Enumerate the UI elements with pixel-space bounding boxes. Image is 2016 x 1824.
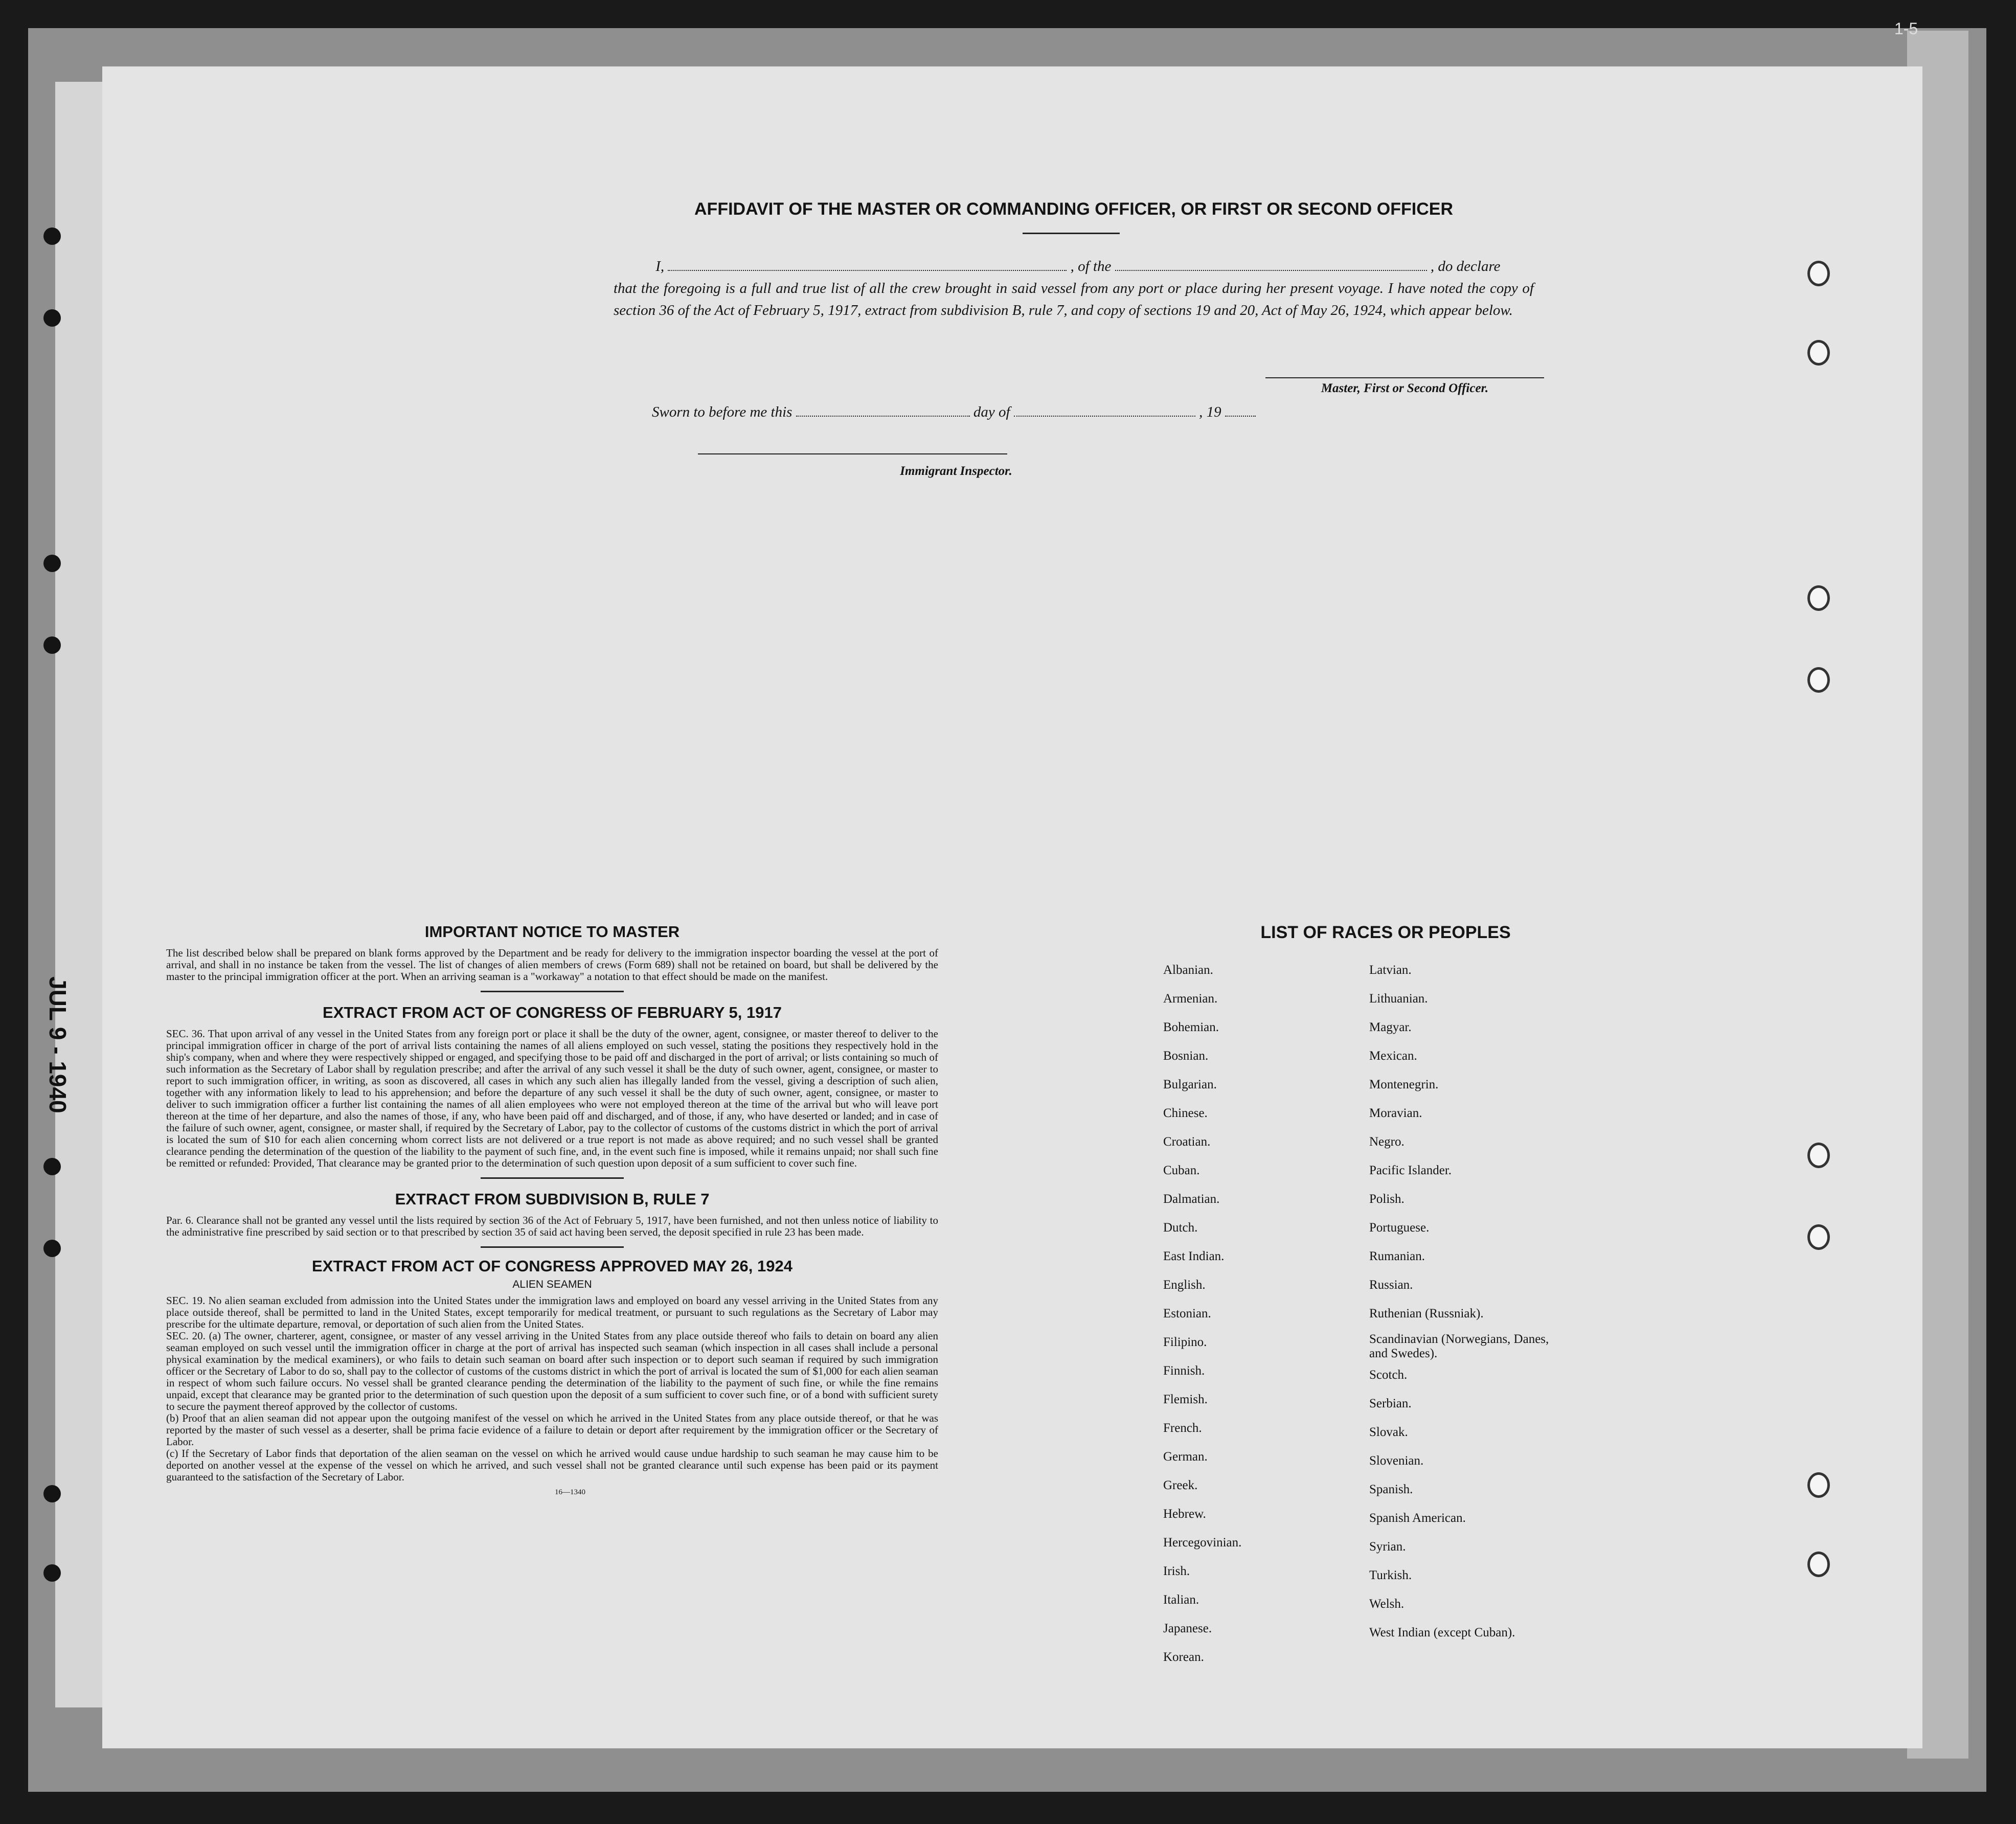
race-item: Bosnian. (1163, 1049, 1209, 1063)
race-item: Korean. (1163, 1650, 1204, 1664)
race-item: East Indian. (1163, 1249, 1225, 1263)
race-item: Spanish American. (1369, 1511, 1466, 1525)
race-item: Pacific Islander. (1369, 1164, 1452, 1177)
day-of-label: day of (973, 404, 1010, 420)
race-item: French. (1163, 1421, 1202, 1435)
extract-1917-body: SEC. 36. That upon arrival of any vessel in the United States from any foreign port or place it shall be the duty of the owner, agent, consignee, or master thereof to deliver to the principal immigration officer in charge of the port of arrival lists containing the names of all aliens employed on such vessel, stating the positions they respectively hold in the ship's company, when and where they were respectively shipped or engaged, and specifying those to be paid off and discharged in the port of arrival; or lists containing so much of such information as the Secretary of Labor shall by regulation prescribe; and after the arrival of any such vessel it shall be the duty of such owner, agent, consignee, or master to report to such immigration officer, in writing, as soon as discovered, all cases in which any such alien has illegally landed from the vessel, giving a description of such alien, together with any information likely to lead to his apprehension; and before the departure of any such vessel it shall be the duty of such owner, agent, consignee, or master to deliver to such immigration officer a further list containing the names of all alien employees who were not employed thereon at the time of the arrival but who will leave port thereon at the time of her departure, and also the names of those, if any, who have been paid off and discharged, and of those, if any, who have deserted or landed; and in case of the failure of such owner, agent, consignee, or master shall, if required by the Secretary of Labor, pay to the collector of customs of the customs district in which the port of arrival is located the sum of $10 for each alien concerning whom correct lists are not delivered or a true report is not made as above required; and no such vessel shall be granted clearance pending the determination of the question of the liability to the payment of such fine, and, in the event such fine is imposed, while it remains unpaid; nor shall such fine be remitted or refunded: Provided, That clearance may be granted prior to the determination of such question upon deposit of a sum sufficient to cover such fine. (166, 1028, 938, 1169)
race-item: Ruthenian (Russniak). (1369, 1307, 1484, 1320)
race-item: Armenian. (1163, 992, 1218, 1006)
extract-1924-sec20b: (b) Proof that an alien seaman did not appear upon the outgoing manifest of the vessel on which he arrived in the United States from any place outside thereof, or that he was reported by the master of such vessel as a deserter, shall be prima facie evidence of a failure to detain or deport after requirement by the immigration officer or the Secretary of Labor. (166, 1412, 938, 1448)
race-item: English. (1163, 1278, 1206, 1292)
race-item: Scotch. (1369, 1368, 1408, 1382)
ring-hole (1807, 1224, 1830, 1250)
binder-hole (43, 1564, 61, 1582)
affidavit-declaration (614, 256, 1534, 322)
notices-column (166, 923, 938, 1497)
race-item: Polish. (1369, 1192, 1405, 1206)
race-item: Rumanian. (1369, 1249, 1425, 1263)
affidavit-declare-label: , do declare (1430, 258, 1501, 275)
corner-mark: 1-5 (1894, 19, 1918, 38)
binder-hole (43, 555, 61, 572)
race-item: Welsh. (1369, 1597, 1405, 1611)
extract-rule7-title: EXTRACT FROM SUBDIVISION B, RULE 7 (395, 1190, 710, 1208)
ring-hole (1807, 1472, 1830, 1498)
extract-1924-subtitle: ALIEN SEAMEN (512, 1279, 592, 1290)
race-item: Filipino. (1163, 1335, 1207, 1349)
binder-hole (43, 1240, 61, 1257)
race-item: Finnish. (1163, 1364, 1205, 1378)
race-item: Hercegovinian. (1163, 1536, 1242, 1549)
vessel-name-field[interactable] (1115, 260, 1427, 271)
race-item: Spanish. (1369, 1483, 1413, 1496)
extract-1924-sec20a: SEC. 20. (a) The owner, charterer, agent, consignee, or master of any vessel arriving in the United States from any place outside thereof who fails to detain on board any alien seaman employed on such vessel until the immigration officer in charge at the port of arrival has inspected such seaman (which inspection in all cases shall include a personal physical examination by the medical examiners), or who fails to detain such seaman on board after such inspection or to deport such seaman if required by such immigration officer or the Secretary of Labor to do so, shall pay to the collector of customs of the customs district in which the port of arrival is located the sum of $1,000 for each alien seaman in respect of whom such failure occurs. No vessel shall be granted clearance pending the determination of the liability to the payment of such fine, or while the fine remains unpaid, except that clearance may be granted prior to the determination of such question upon the deposit of a sum sufficient to cover such fine, or of a bond with sufficient surety to secure the payment thereof approved by the collector of customs. (166, 1330, 938, 1412)
notice-title: IMPORTANT NOTICE TO MASTER (424, 923, 680, 941)
ring-hole (1807, 667, 1830, 693)
race-item: Japanese. (1163, 1622, 1212, 1635)
binder-hole (43, 1158, 61, 1175)
race-item: Slovak. (1369, 1425, 1408, 1439)
affidavit-body: that the foregoing is a full and true list of all the crew brought in said vessel from any port or place during her present voyage. I have noted the copy of section 36 of the Act of February 5, 1917, extract from subdivision B, rule 7, and copy of sections 19 and 20, Act of May 26, 1924, which appear below. (614, 280, 1534, 318)
race-item: Chinese. (1163, 1106, 1208, 1120)
divider (481, 1246, 624, 1248)
sworn-year-field[interactable] (1225, 405, 1256, 417)
sworn-text: Sworn to before me this (652, 404, 792, 420)
extract-1924-sec20c: (c) If the Secretary of Labor finds that deportation of the alien seaman on the vessel on which he arrived would cause undue hardship to such seaman he may cause him to be deported on another vessel at the expense of the vessel on which he arrived, and such vessel shall not be granted clearance until such expense has been paid or its payment guaranteed to the satisfaction of the Secretary of Labor. (166, 1447, 938, 1483)
race-item: Magyar. (1369, 1020, 1412, 1034)
races-column-2 (1369, 956, 1574, 1647)
binder-hole (43, 309, 61, 327)
races-column-1 (1163, 956, 1357, 1672)
race-item: West Indian (except Cuban). (1369, 1626, 1515, 1639)
race-item: Hebrew. (1163, 1507, 1206, 1521)
race-item: Portuguese. (1369, 1221, 1430, 1235)
affidavit-of-the-label: , of the (1070, 258, 1112, 275)
form-page (102, 66, 1922, 1748)
affidavit-title: AFFIDAVIT OF THE MASTER OR COMMANDING OFFICER, OR FIRST OR SECOND OFFICER (694, 199, 1453, 219)
race-item: Russian. (1369, 1278, 1413, 1292)
inspector-signature-line[interactable] (698, 453, 1007, 454)
extract-1917-title: EXTRACT FROM ACT OF CONGRESS OF FEBRUARY 5, 1917 (323, 1004, 782, 1021)
extract-rule7-body: Par. 6. Clearance shall not be granted any vessel until the lists required by section 36 of the Act of February 5, 1917, have been furnished, and not then unless notice of liability to the administrative fine prescribed by said section or to that prescribed by section 35 of said act having been served, the deposit specified in rule 23 has been made. (166, 1214, 938, 1238)
race-item: Irish. (1163, 1564, 1190, 1578)
race-item: Bulgarian. (1163, 1078, 1217, 1091)
race-item: Turkish. (1369, 1568, 1412, 1582)
race-item: Cuban. (1163, 1164, 1200, 1177)
signature-label: Master, First or Second Officer. (1321, 381, 1489, 395)
year-prefix: , 19 (1199, 404, 1221, 420)
race-item: Dalmatian. (1163, 1192, 1220, 1206)
race-item: Montenegrin. (1369, 1078, 1439, 1091)
sworn-day-field[interactable] (796, 405, 970, 417)
race-item: Greek. (1163, 1478, 1198, 1492)
race-item: Mexican. (1369, 1049, 1417, 1063)
binder-hole (43, 227, 61, 245)
divider (1023, 233, 1120, 234)
divider (481, 1177, 624, 1179)
sworn-month-field[interactable] (1014, 405, 1195, 417)
divider (481, 991, 624, 992)
race-item: Serbian. (1369, 1397, 1412, 1410)
race-item: Scandinavian (Norwegians, Danes, and Swedes). (1369, 1332, 1549, 1360)
races-title: LIST OF RACES OR PEOPLES (1260, 923, 1511, 942)
form-number: 16—1340 (555, 1488, 585, 1496)
race-item: Lithuanian. (1369, 992, 1428, 1006)
race-item: Latvian. (1369, 963, 1412, 977)
race-item: Estonian. (1163, 1307, 1211, 1320)
date-stamp: JUL 9 - 1940 (44, 976, 71, 1113)
inspector-label: Immigrant Inspector. (900, 464, 1012, 478)
ring-hole (1807, 340, 1830, 366)
race-item: Albanian. (1163, 963, 1213, 977)
race-item: Syrian. (1369, 1540, 1406, 1554)
affidavit-i-label: I, (655, 258, 665, 275)
race-item: Dutch. (1163, 1221, 1198, 1235)
ring-hole (1807, 1143, 1830, 1168)
sworn-line (652, 401, 1256, 423)
race-item: Italian. (1163, 1593, 1199, 1607)
extract-1924-title: EXTRACT FROM ACT OF CONGRESS APPROVED MAY 26, 1924 (312, 1257, 792, 1275)
ring-hole (1807, 261, 1830, 286)
race-item: Negro. (1369, 1135, 1405, 1149)
race-item: Flemish. (1163, 1393, 1208, 1406)
ring-hole (1807, 1552, 1830, 1577)
notice-body: The list described below shall be prepared on blank forms approved by the Department and be ready for delivery to the immigration inspector boarding the vessel at the port of arrival, and shall in no instance be taken from the vessel. The list of changes of alien members of crews (Form 689) shall not be retained on board, but shall be delivered by the master to the principal immigration officer at the port. When an arriving seaman is a "workaway" a notation to that effect should be made on the manifest. (166, 947, 938, 983)
binder-hole (43, 1485, 61, 1502)
race-item: Croatian. (1163, 1135, 1211, 1149)
master-name-field[interactable] (668, 260, 1067, 271)
ring-hole (1807, 585, 1830, 611)
race-item: Slovenian. (1369, 1454, 1424, 1468)
race-item: German. (1163, 1450, 1208, 1464)
extract-1924-sec19: SEC. 19. No alien seaman excluded from admission into the United States under the immigration laws and employed on board any vessel arriving in the United States from any place outside thereof, shall be permitted to land in the United States, except temporarily for medical treatment, or pursuant to such regulations as the Secretary of Labor may prescribe for the ultimate departure, removal, or deportation of such alien from the United States. (166, 1294, 938, 1330)
race-item: Moravian. (1369, 1106, 1422, 1120)
binder-hole (43, 636, 61, 654)
race-item: Bohemian. (1163, 1020, 1219, 1034)
